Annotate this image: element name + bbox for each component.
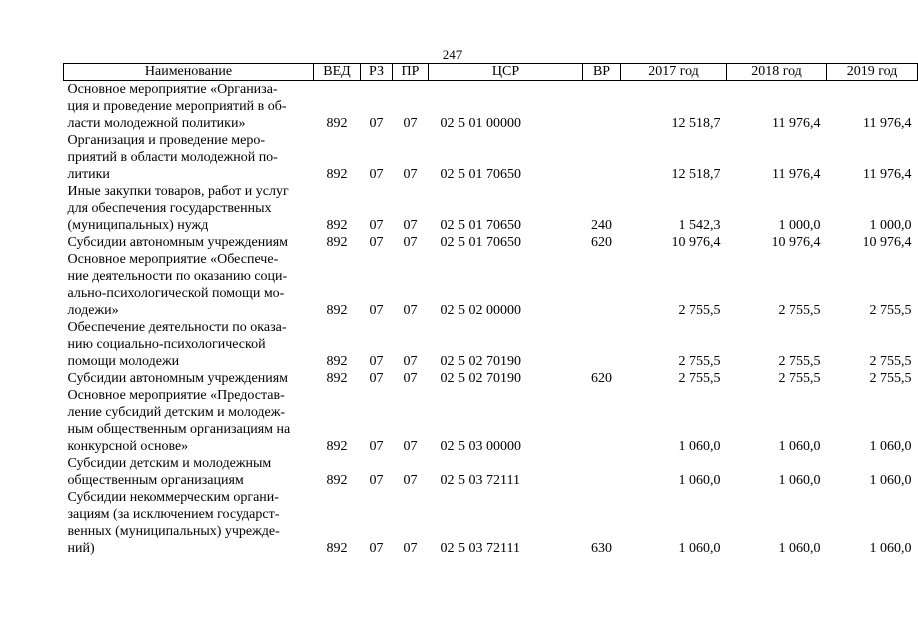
cell-pr: 07 [403, 354, 418, 369]
cell-ved: 892 [326, 116, 348, 131]
cell-vr [583, 81, 621, 133]
cell-2018: 2 755,5 [778, 303, 821, 318]
header-rz: РЗ [361, 64, 393, 81]
cell-vr [583, 319, 621, 370]
header-vr: ВР [583, 64, 621, 81]
cell-2019: 11 976,4 [863, 116, 912, 131]
cell-name: Субсидии автономным учреждениям [67, 371, 289, 386]
cell-csr: 02 5 02 70190 [440, 371, 521, 386]
cell-pr: 07 [403, 439, 418, 454]
cell-pr: 07 [403, 167, 418, 182]
header-csr: ЦСР [429, 64, 583, 81]
cell-ved: 892 [326, 354, 348, 369]
cell-2019: 2 755,5 [869, 303, 912, 318]
cell-name: Обеспечение деятельности по оказа- нию социально-психологической помощи молодежи [67, 320, 287, 369]
table-header [64, 64, 918, 81]
cell-rz: 07 [369, 541, 384, 556]
cell-ved: 892 [326, 541, 348, 556]
header-pr: ПР [393, 64, 429, 81]
page-number: 247 [442, 47, 463, 62]
cell-pr: 07 [403, 371, 418, 386]
cell-pr: 07 [403, 541, 418, 556]
cell-vr: 620 [591, 371, 612, 386]
table-row [64, 387, 918, 455]
table-row [64, 81, 918, 133]
cell-csr: 02 5 02 70190 [440, 354, 521, 369]
cell-2017: 2 755,5 [678, 371, 721, 386]
cell-2017: 12 518,7 [671, 167, 721, 182]
cell-rz: 07 [369, 116, 384, 131]
table-row [64, 251, 918, 319]
table-row [64, 489, 918, 557]
cell-rz: 07 [369, 167, 384, 182]
cell-pr: 07 [403, 303, 418, 318]
cell-2017: 10 976,4 [671, 235, 721, 250]
cell-name: Основное мероприятие «Обеспече- ние деятельности по оказанию соци- ально-психологической помощи мо- лодежи» [67, 252, 288, 318]
cell-2017: 2 755,5 [678, 354, 721, 369]
cell-csr: 02 5 02 00000 [440, 303, 521, 318]
cell-2019: 1 000,0 [869, 218, 912, 233]
cell-rz: 07 [369, 235, 384, 250]
cell-csr: 02 5 01 70650 [440, 235, 521, 250]
cell-csr: 02 5 03 00000 [440, 439, 521, 454]
cell-pr: 07 [403, 473, 418, 488]
cell-2018: 1 000,0 [778, 218, 821, 233]
cell-2017: 12 518,7 [671, 116, 721, 131]
cell-2018: 1 060,0 [778, 541, 821, 556]
header-ved: ВЕД [314, 64, 361, 81]
cell-2017: 1 542,3 [678, 218, 721, 233]
cell-name: Субсидии некоммерческим органи- зациям (за исключением государст- венных (муниципальных) учрежде- ний) [67, 490, 280, 556]
cell-ved: 892 [326, 371, 348, 386]
table-row [64, 455, 918, 489]
cell-rz: 07 [369, 354, 384, 369]
table-row [64, 183, 918, 234]
cell-rz: 07 [369, 218, 384, 233]
cell-name: Субсидии автономным учреждениям [67, 235, 289, 250]
cell-ved: 892 [326, 473, 348, 488]
cell-2018: 1 060,0 [778, 473, 821, 488]
cell-2019: 2 755,5 [869, 371, 912, 386]
cell-2018: 10 976,4 [771, 235, 821, 250]
cell-name: Организация и проведение меро- приятий в области молодежной по- литики [67, 133, 278, 182]
cell-2019: 11 976,4 [863, 167, 912, 182]
cell-ved: 892 [326, 218, 348, 233]
cell-2019: 1 060,0 [869, 473, 912, 488]
cell-vr [583, 132, 621, 183]
header-2018: 2018 год [727, 64, 827, 81]
cell-2018: 2 755,5 [778, 354, 821, 369]
cell-rz: 07 [369, 439, 384, 454]
table-row [64, 132, 918, 183]
cell-ved: 892 [326, 439, 348, 454]
header-name: Наименование [64, 64, 314, 81]
cell-csr: 02 5 03 72111 [440, 473, 520, 488]
cell-2017: 2 755,5 [678, 303, 721, 318]
table-row [64, 234, 918, 251]
cell-2017: 1 060,0 [678, 541, 721, 556]
cell-csr: 02 5 01 70650 [440, 167, 521, 182]
cell-2019: 1 060,0 [869, 541, 912, 556]
cell-rz: 07 [369, 303, 384, 318]
cell-ved: 892 [326, 303, 348, 318]
cell-vr [583, 251, 621, 319]
cell-vr [583, 387, 621, 455]
cell-2018: 11 976,4 [772, 167, 821, 182]
cell-2019: 2 755,5 [869, 354, 912, 369]
cell-ved: 892 [326, 235, 348, 250]
table-body [64, 81, 918, 558]
cell-name: Субсидии детским и молодежным общественным организациям [67, 456, 272, 488]
cell-pr: 07 [403, 218, 418, 233]
cell-2018: 2 755,5 [778, 371, 821, 386]
table-row [64, 370, 918, 387]
cell-2018: 1 060,0 [778, 439, 821, 454]
cell-2017: 1 060,0 [678, 473, 721, 488]
cell-2018: 11 976,4 [772, 116, 821, 131]
cell-csr: 02 5 01 70650 [440, 218, 521, 233]
cell-vr: 620 [591, 235, 612, 250]
cell-rz: 07 [369, 473, 384, 488]
cell-name: Основное мероприятие «Предостав- ление субсидий детским и молодеж- ным общественным организациям на конкурсной основе» [67, 388, 291, 454]
header-2019: 2019 год [827, 64, 918, 81]
budget-table [63, 63, 918, 557]
cell-2017: 1 060,0 [678, 439, 721, 454]
cell-ved: 892 [326, 167, 348, 182]
cell-csr: 02 5 01 00000 [440, 116, 521, 131]
cell-pr: 07 [403, 235, 418, 250]
cell-2019: 10 976,4 [862, 235, 912, 250]
cell-csr: 02 5 03 72111 [440, 541, 520, 556]
cell-vr: 630 [591, 541, 612, 556]
cell-2019: 1 060,0 [869, 439, 912, 454]
cell-vr [583, 455, 621, 489]
table-row [64, 319, 918, 370]
cell-rz: 07 [369, 371, 384, 386]
cell-vr: 240 [591, 218, 612, 233]
cell-pr: 07 [403, 116, 418, 131]
cell-name: Основное мероприятие «Организа- ция и проведение мероприятий в об- ласти молодежной политики» [67, 82, 287, 131]
header-2017: 2017 год [621, 64, 727, 81]
cell-name: Иные закупки товаров, работ и услуг для обеспечения государственных (муниципальных) нужд [67, 184, 289, 233]
